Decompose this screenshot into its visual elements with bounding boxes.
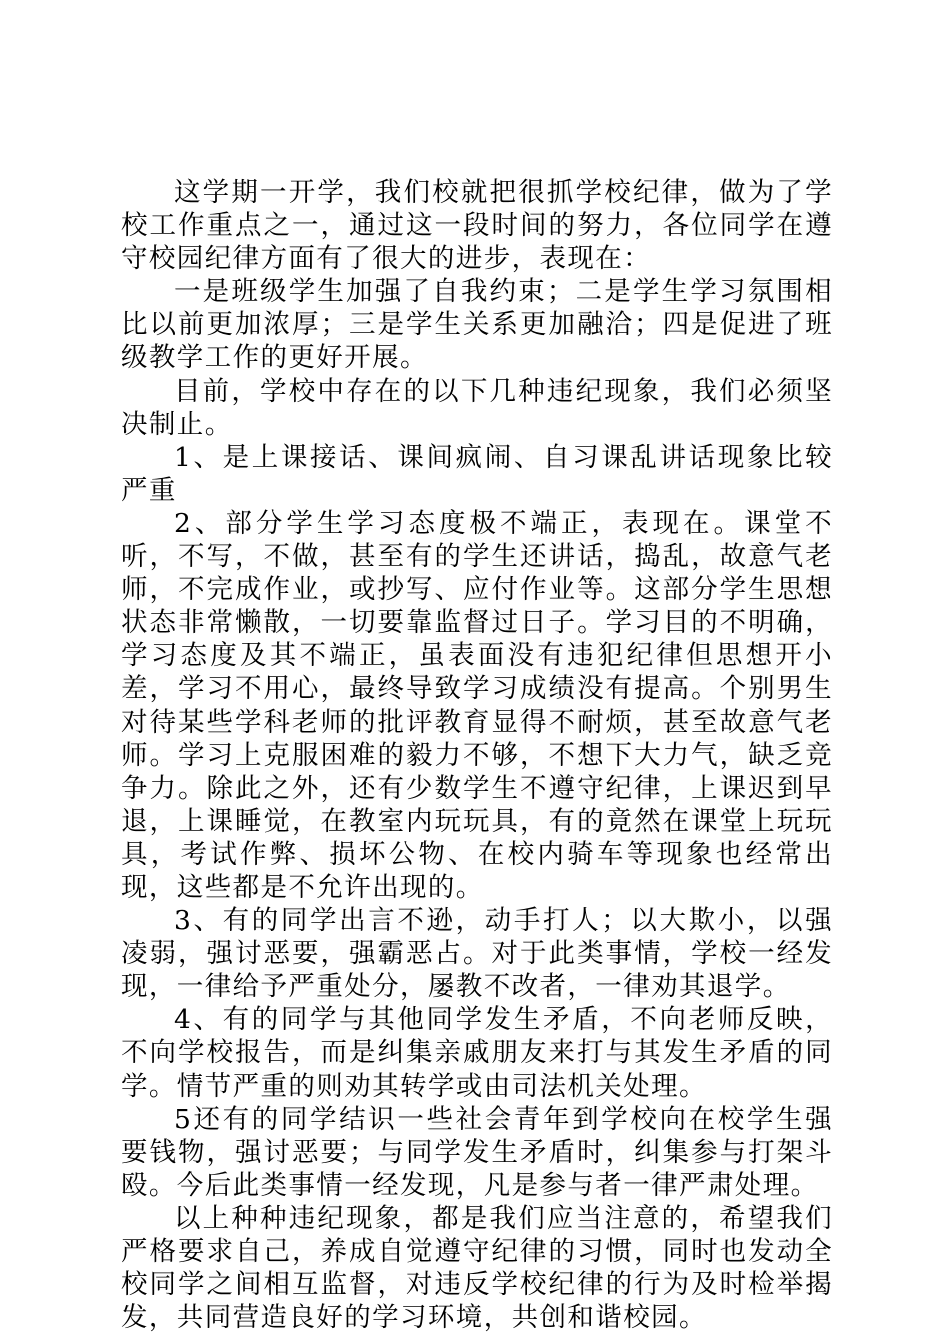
paragraph-intro: 这学期一开学，我们校就把很抓学校纪律，做为了学校工作重点之一，通过这一段时间的努力，各位同学在遵守校园纪律方面有了很大的进步，表现在： bbox=[121, 177, 833, 275]
paragraph-issue-3: 3、有的同学出言不逊，动手打人；以大欺小，以强凌弱，强讨恶要，强霸恶占。对于此类事情，学校一经发现，一律给予严重处分，屡教不改者，一律劝其退学。 bbox=[121, 905, 833, 1003]
paragraph-issue-4: 4、有的同学与其他同学发生矛盾，不向老师反映，不向学校报告，而是纠集亲戚朋友来打与其发生矛盾的同学。情节严重的则劝其转学或由司法机关处理。 bbox=[121, 1004, 833, 1102]
paragraph-issue-5: 5还有的同学结识一些社会青年到学校向在校学生强要钱物，强讨恶要；与同学发生矛盾时，纠集参与打架斗殴。今后此类事情一经发现，凡是参与者一律严肃处理。 bbox=[121, 1103, 833, 1201]
paragraph-improvements: 一是班级学生加强了自我约束；二是学生学习氛围相比以前更加浓厚；三是学生关系更加融洽；四是促进了班级教学工作的更好开展。 bbox=[121, 276, 833, 374]
document-body bbox=[121, 176, 833, 1334]
paragraph-issue-2: 2、部分学生学习态度极不端正，表现在。课堂不听，不写，不做，甚至有的学生还讲话，捣乱，故意气老师，不完成作业，或抄写、应付作业等。这部分学生思想状态非常懒散，一切要靠监督过日子。学习目的不明确，学习态度及其不端正，虽表面没有违犯纪律但思想开小差，学习不用心，最终导致学习成绩没有提高。个别男生对待某些学科老师的批评教育显得不耐烦，甚至故意气老师。学习上克服困难的毅力不够，不想下大力气，缺乏竞争力。除此之外，还有少数学生不遵守纪律，上课迟到早退，上课睡觉，在教室内玩玩具，有的竟然在课堂上玩玩具，考试作弊、损坏公物、在校内骑车等现象也经常出现，这些都是不允许出现的。 bbox=[121, 507, 833, 903]
paragraph-conclusion: 以上种种违纪现象，都是我们应当注意的，希望我们严格要求自己，养成自觉遵守纪律的习惯，同时也发动全校同学之间相互监督，对违反学校纪律的行为及时检举揭发，共同营造良好的学习环境，共创和谐校园。 bbox=[121, 1202, 833, 1334]
paragraph-current-issues: 目前，学校中存在的以下几种违纪现象，我们必须坚决制止。 bbox=[121, 375, 833, 440]
paragraph-issue-1: 1、是上课接话、课间疯闹、自习课乱讲话现象比较严重 bbox=[121, 441, 833, 506]
